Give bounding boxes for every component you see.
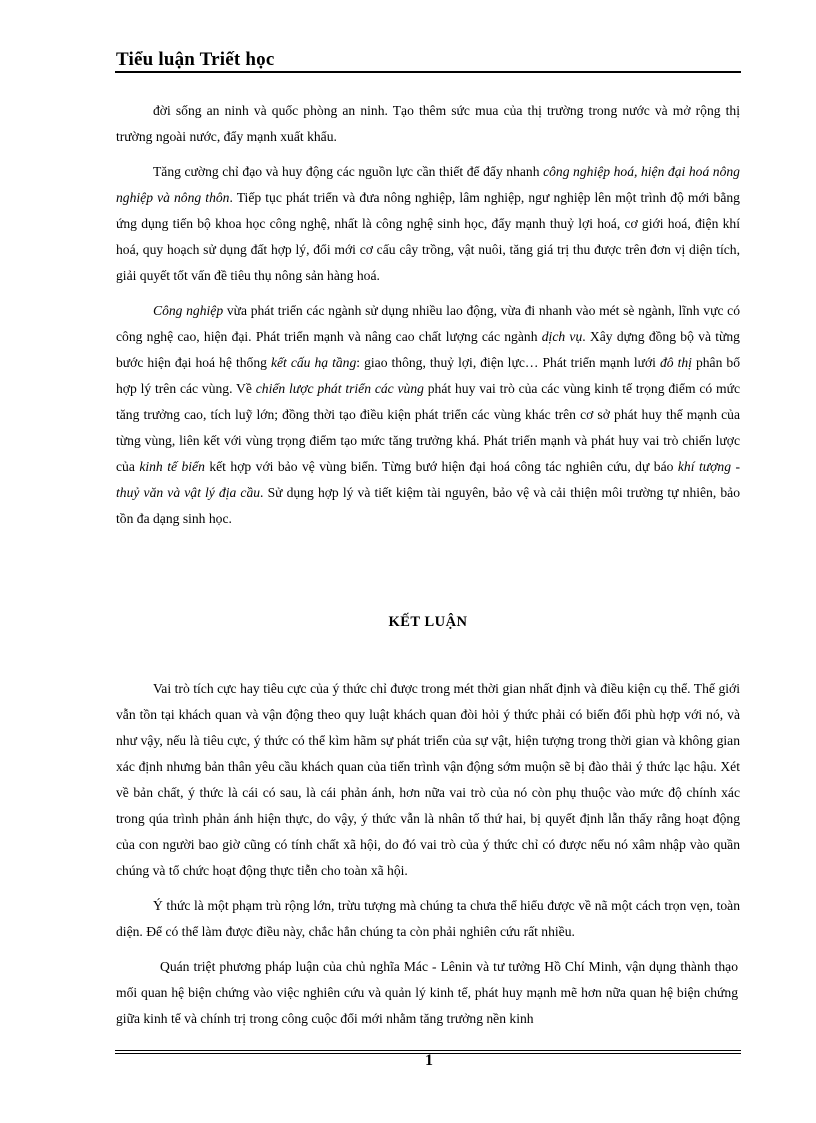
body-text-conclusion: [116, 676, 740, 1041]
text-segment: kết hợp với bảo vệ vùng biển. Từng bướ hiện đại hoá công tác nghiên cứu, dự báo: [204, 459, 678, 474]
text-segment: . Sử dụng hợp lý và tiết kiệm tài nguyên, bảo vệ và cải thiện môi trường tự nhiên, bảo tồn đa dạng sinh học.: [116, 485, 740, 526]
text-segment: phân bố hợp lý trên các vùng. Về: [116, 355, 740, 396]
text-segment: phát huy vai trò của các vùng kinh tế trọng điểm có mức tăng trưởng cao, tích luỹ lớn; đồng thời tạo điều kiện phát triển các vùng khác trên cơ sở phát huy thế mạnh của từng vùng, liên kết với vùng trọng điểm tạo mức tăng trưởng khá. Phát triển mạnh và phát huy vai trò chiến lược của: [116, 381, 740, 474]
text-segment: . Tiếp tục phát triển và đưa nông nghiệp, lâm nghiệp, ngư nghiệp lên một trình độ mới bằng ứng dụng tiến bộ khoa học công nghệ, nhất là công nghệ sinh học, đẩy mạnh thuỷ lợi hoá, cơ giới hoá, điện khí hoá, quy hoạch sử dụng đất hợp lý, đổi mới cơ cấu cây trồng, vật nuôi, tăng giá trị thu được trên đơn vị diện tích, giải quyết tốt vấn đề tiêu thụ nông sản hàng hoá.: [116, 190, 740, 283]
emphasized-text: đô thị: [659, 355, 692, 370]
text-segment: : giao thông, thuỷ lợi, điện lực… Phát triển mạnh lưới: [356, 355, 660, 370]
text-segment: Vai trò tích cực hay tiêu cực của ý thức chỉ được trong mét thời gian nhất định và điều kiện cụ thể. Thế giới vẫn tồn tại khách quan và vận động theo quy luật khách quan đòi hỏi ý thức phải có biến đổi phù hợp với nó, và như vậy, nếu là tiêu cực, ý thức có thể kìm hãm sự phát triển của sự vật, hiện tượng trong thời gian và không gian xác định nhưng bản thân yêu cầu khách quan của tiến trình vận động sớm muộn sẽ bị đào thải ý thức lạc hậu. Xét về bản chất, ý thức là cái có sau, là cái phản ánh, hơn nữa vai trò của nó còn phụ thuộc vào mức độ chính xác trong qúa trình phản ánh hiện thực, do vậy, ý thức vẫn là nhân tố thứ hai, bị quyết định lẫn thấy rằng hoạt động của con người bao giờ cũng có tính chất xã hội, do đó vai trò của ý thức chỉ có được nếu nó xâm nhập vào quần chúng và tổ chức hoạt động thực tiễn cho toàn xã hội.: [116, 681, 740, 878]
emphasized-text: khí tượng - thuỷ văn và vật lý địa cầu: [116, 459, 740, 500]
page-number: 1: [425, 1052, 433, 1069]
section-heading: KẾT LUẬN: [388, 614, 468, 630]
emphasized-text: dịch vụ: [541, 329, 583, 344]
paragraph: [116, 298, 740, 532]
paragraph: [116, 159, 740, 289]
body-text-top: [116, 98, 740, 541]
paragraph: [116, 98, 740, 150]
text-segment: Quán triệt phương pháp luận của chủ nghĩa Mác - Lênin và tư tưởng Hồ Chí Minh, vận dụng thành thạo mối quan hệ biện chứng vào việc nghiên cứu và quản lý kinh tế, phát huy mạnh mẽ hơn nữa quan hệ biện chứng giữa kinh tế và chính trị trong công cuộc đổi mới nhằm tăng trưởng nền kinh: [116, 959, 738, 1026]
paragraph: [116, 893, 740, 945]
text-segment: Ý thức là một phạm trù rộng lớn, trừu tượng mà chúng ta chưa thể hiểu được về nã một cách trọn vẹn, toàn diện. Để có thể làm được điều này, chắc hẳn chúng ta còn phải nghiên cứu rất nhiều.: [116, 898, 740, 939]
page-header-title: Tiểu luận Triết học: [116, 49, 275, 70]
header-divider: [115, 71, 741, 73]
text-segment: vừa phát triển các ngành sử dụng nhiều lao động, vừa đi nhanh vào mét sè ngành, lĩnh vực có công nghệ cao, hiện đại. Phát triển mạnh và nâng cao chất lượng các ngành: [116, 303, 740, 344]
text-segment: Tăng cường chỉ đạo và huy động các nguồn lực cần thiết để đẩy nhanh: [153, 164, 544, 179]
paragraph: [116, 954, 740, 1032]
emphasized-text: kết cấu hạ tầng: [270, 355, 357, 370]
paragraph: [116, 676, 740, 884]
emphasized-text: kinh tế biển: [139, 459, 205, 474]
footer-divider: [115, 1050, 741, 1051]
emphasized-text: công nghiệp hoá, hiện đại hoá nông nghiệp và nông thôn: [116, 164, 740, 205]
emphasized-text: chiến lược phát triển các vùng: [255, 381, 424, 396]
text-segment: đời sống an ninh và quốc phòng an ninh. Tạo thêm sức mua của thị trường trong nước và mở rộng thị trường ngoài nước, đẩy mạnh xuất khẩu.: [116, 103, 740, 144]
text-segment: . Xây dựng đồng bộ và từng bước hiện đại hoá hệ thống: [116, 329, 740, 370]
emphasized-text: Công nghiệp: [153, 303, 224, 318]
